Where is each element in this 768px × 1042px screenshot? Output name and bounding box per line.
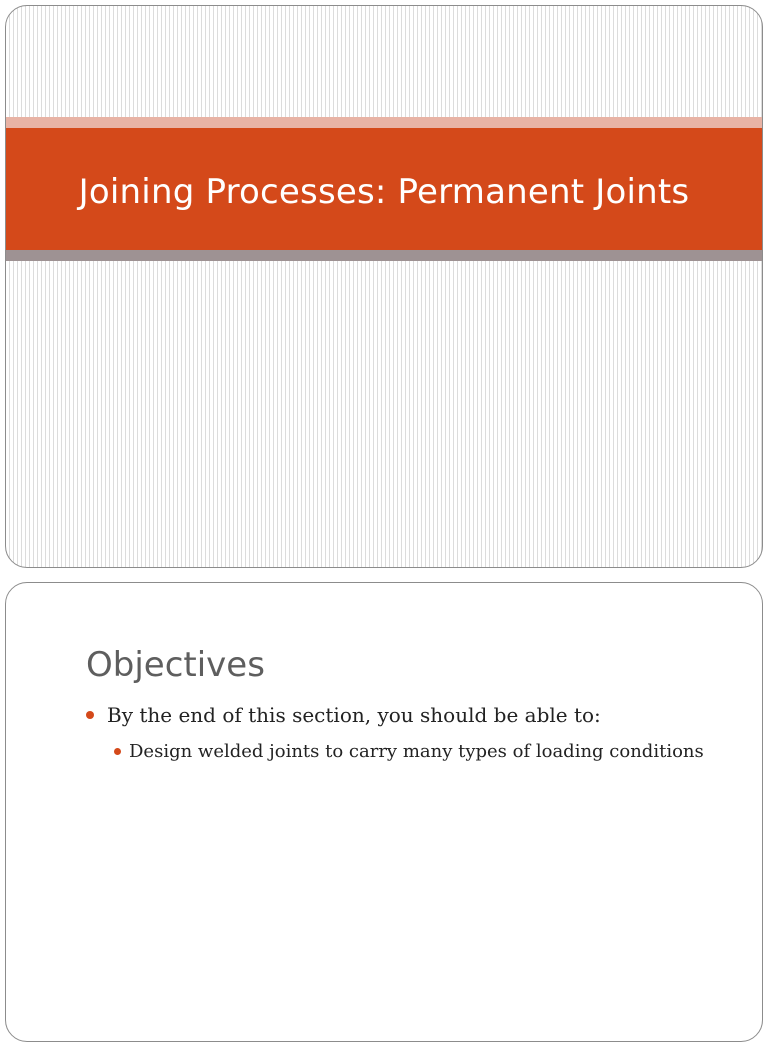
title-slide (5, 5, 763, 568)
title-underline-stripe (6, 250, 762, 261)
bullet-text-level1: By the end of this section, you should be able to: (107, 703, 601, 727)
title-accent-stripe (6, 117, 762, 128)
bullet-item-level1 (86, 703, 601, 727)
slide-title: Joining Processes: Permanent Joints (78, 172, 690, 212)
slide-heading: Objectives (86, 645, 265, 685)
objectives-slide (5, 582, 763, 1042)
bullet-dot-icon (114, 748, 121, 755)
bullet-dot-icon (86, 711, 94, 719)
bullet-text-level2: Design welded joints to carry many types of loading conditions (129, 741, 704, 762)
bullet-item-level2 (114, 741, 704, 762)
title-band (6, 128, 762, 250)
